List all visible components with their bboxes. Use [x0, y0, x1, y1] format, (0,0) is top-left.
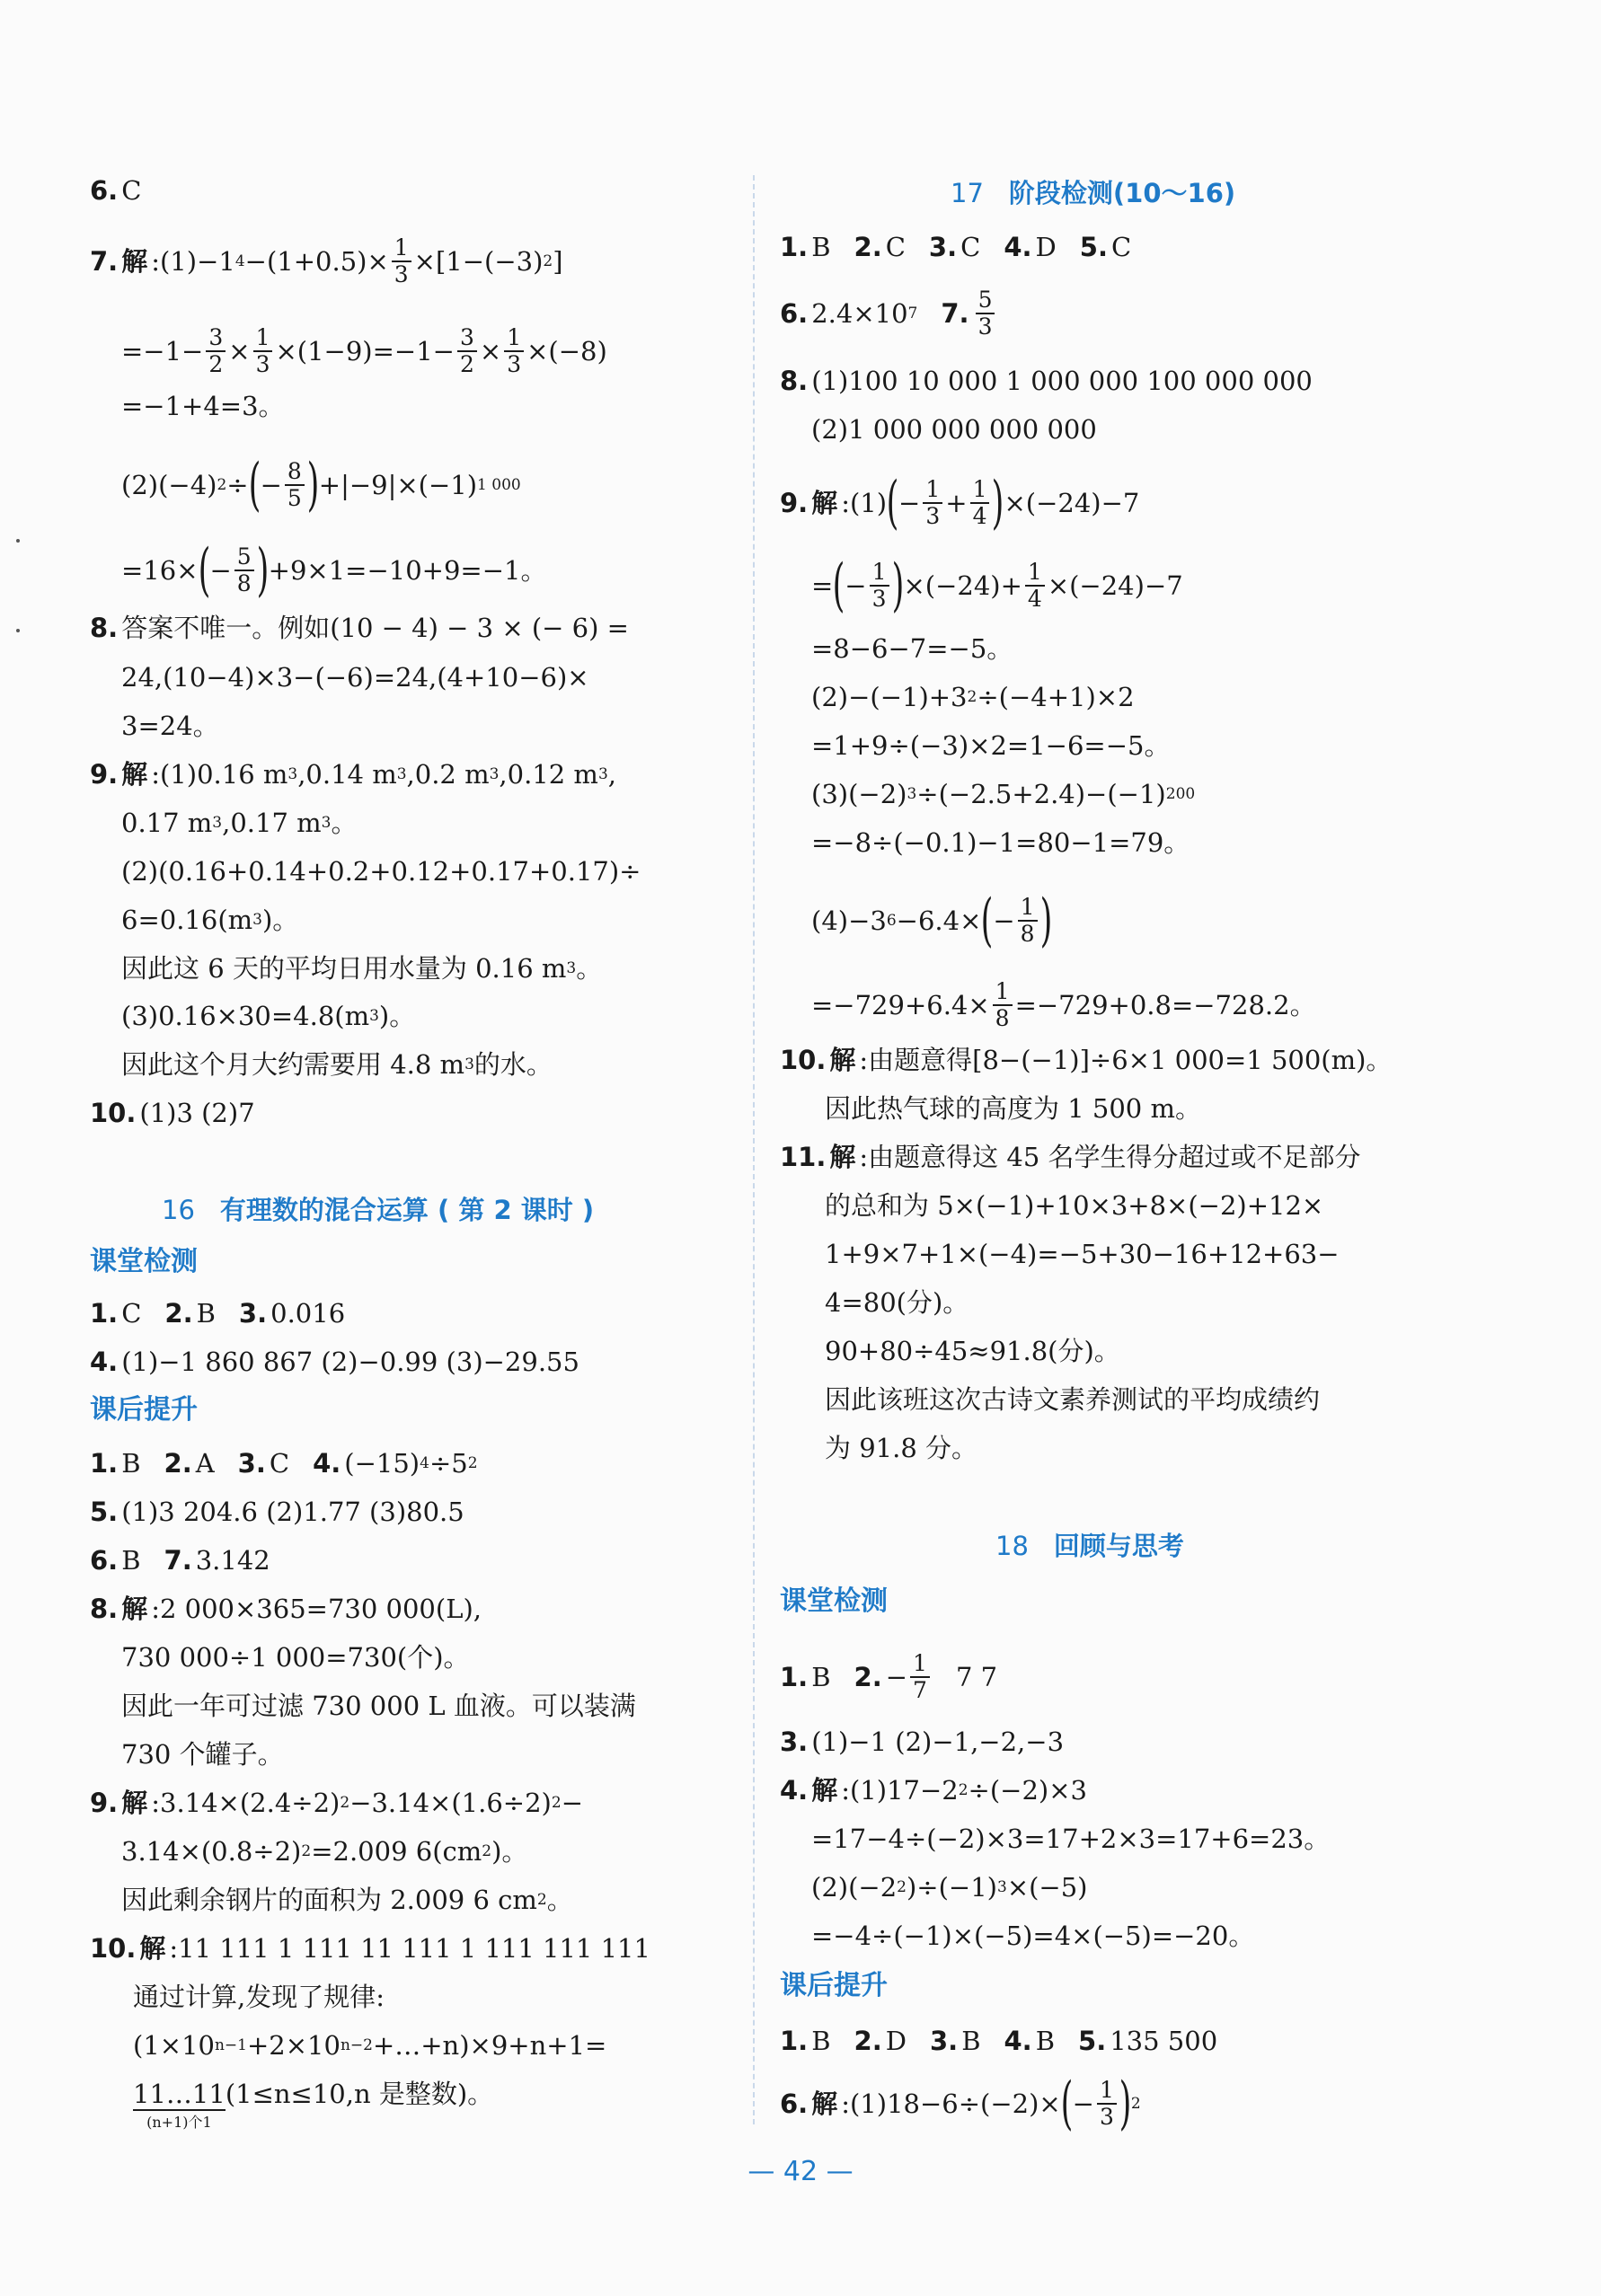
answer-9-line-3: =8−6−7=−5。: [811, 633, 1013, 664]
answer-9-line-2: 3.14×(0.8÷2) 2 =2.009 6(cm 2 )。: [121, 1836, 528, 1867]
subheading-after-class: 课后提升: [780, 1970, 888, 2001]
answer-8-line-3: 3=24。: [121, 711, 219, 741]
fraction: $\frac{1}{7}$: [910, 1651, 930, 1703]
answer-6-line-1: 6. 解 :(1)18−6÷(−2)× ( − $\frac{1}{3}$ ) 2: [780, 2071, 1141, 2137]
answer-4: 4. (1)−1 860 867 (2)−0.99 (3)−29.55: [90, 1347, 579, 1377]
answer-8-line-1: 8. 答案不唯一。例如(10 − 4) − 3 × (− 6) =: [90, 613, 629, 643]
answer-9-line-6: (3)(−2) 3 ÷(−2.5+2.4)−(−1) 200: [811, 779, 1196, 809]
answer-11-line-3: 1+9×7+1×(−4)=−5+30−16+12+63−: [825, 1239, 1340, 1269]
answer-9-line-2: 0.17 m 3 ,0.17 m 3 。: [121, 808, 358, 838]
answer-11-line-7: 为 91.8 分。: [825, 1433, 978, 1463]
answer-9-line-1: 9. 解 :(1)0.16 m 3 ,0.14 m 3 ,0.2 m 3 ,0.12 m 3 ,: [90, 759, 616, 790]
answer-11-line-4: 4=80(分)。: [825, 1287, 969, 1318]
answer-7-line-3: =−1+4=3。: [121, 391, 285, 421]
fraction: $\frac{1}{3}$: [1097, 2078, 1117, 2130]
answer-10-line-1: 10. 解 :由题意得[8−(−1)]÷6×1 000=1 500(m)。: [780, 1045, 1393, 1075]
answer-9-line-3: (2)(0.16+0.14+0.2+0.12+0.17+0.17)÷: [121, 856, 641, 887]
answer-6: 6. C: [90, 175, 142, 206]
fraction: $\frac{5}{3}$: [976, 287, 995, 340]
fraction: $\frac{1}{3}$: [870, 560, 889, 612]
fraction: $\frac{1}{3}$: [392, 235, 411, 287]
answer-7-line-2: =−1− $\frac{3}{2}$ × $\frac{1}{3}$ ×(1−9)=−1− $\frac{3}{2}$ × $\frac{1}{3}$ ×(−8): [121, 324, 607, 377]
subheading-classroom-check: 课堂检测: [90, 1246, 198, 1277]
answer-11-line-5: 90+80÷45≈91.8(分)。: [825, 1336, 1120, 1366]
answer-8-line-1: 8. (1)100 10 000 1 000 000 100 000 000: [780, 366, 1313, 396]
section-17-title: 17 阶段检测(10～16): [951, 178, 1236, 208]
fraction: $\frac{1}{4}$: [1025, 560, 1045, 612]
answer-10-line-2: 因此热气球的高度为 1 500 m。: [825, 1093, 1201, 1124]
answers-6-7: 6. 2.4×10 7 7. $\frac{5}{3}$: [780, 287, 997, 340]
answer-4-line-3: (2)(−2 2 )÷(−1) 3 ×(−5): [811, 1872, 1088, 1903]
answer-8-line-1: 8. 解 :2 000×365=730 000(L),: [90, 1594, 482, 1624]
answer-9-line-7: 因此这个月大约需要用 4.8 m 3 的水。: [121, 1049, 553, 1080]
answer-9-line-4: 6=0.16(m 3 )。: [121, 905, 299, 935]
fraction: $\frac{1}{3}$: [253, 325, 273, 377]
answer-8-line-2: 730 000÷1 000=730(个)。: [121, 1642, 470, 1673]
margin-dot: [16, 629, 20, 632]
answer-9-line-8: (4)−3 6 −6.4× ( − $\frac{1}{8}$ ): [811, 887, 1052, 954]
fraction: $\frac{1}{8}$: [1018, 895, 1038, 947]
answers-6-7: 6. B 7. 3.142: [90, 1545, 270, 1576]
answer-9-line-6: (3)0.16×30=4.8(m 3 )。: [121, 1001, 416, 1031]
answer-10-line-3: (1×10 n−1 +2×10 n−2 +…+n)×9+n+1=: [133, 2030, 607, 2061]
answer-11-line-1: 11. 解 :由题意得这 45 名学生得分超过或不足部分: [780, 1142, 1361, 1172]
answer-4-line-1: 4. 解 :(1)17−2 2 ÷(−2)×3: [780, 1775, 1087, 1806]
fraction: $\frac{1}{3}$: [504, 325, 524, 377]
answer-10-line-1: 10. 解 :11 111 1 111 11 111 1 111 111 111: [90, 1933, 650, 1964]
answer-10-line-2: 通过计算,发现了规律:: [133, 1982, 385, 2012]
answer-11-line-2: 的总和为 5×(−1)+10×3+8×(−2)+12×: [825, 1190, 1324, 1221]
answer-7-line-5: =16× ( − $\frac{5}{8}$ ) +9×1=−10+9=−1。: [121, 537, 547, 604]
answer-9-line-3: 因此剩余钢片的面积为 2.009 6 cm 2 。: [121, 1885, 573, 1915]
section-16-title: 16 有理数的混合运算 ( 第 2 课时 ): [162, 1195, 595, 1225]
fraction: $\frac{8}{5}$: [285, 459, 305, 511]
answer-10: 10. (1)3 (2)7: [90, 1098, 255, 1128]
underbrace: 11…11 (n+1)个1: [133, 2079, 226, 2131]
answer-11-line-6: 因此该班这次古诗文素养测试的平均成绩约: [825, 1384, 1321, 1415]
fraction: $\frac{1}{4}$: [970, 477, 990, 529]
subheading-after-class: 课后提升: [90, 1394, 198, 1426]
answers-1-2: 1. B 2. − $\frac{1}{7}$ 7 7: [780, 1650, 998, 1703]
fraction: $\frac{1}{8}$: [993, 979, 1013, 1031]
answer-8-line-4: 730 个罐子。: [121, 1739, 284, 1770]
answer-9-line-1: 9. 解 :(1) ( − $\frac{1}{3}$ + $\frac{1}{4}$ ) ×(−24)−7: [780, 470, 1140, 536]
answers-1-5: 1. B 2. D 3. B 4. B 5. 135 500: [780, 2026, 1218, 2056]
answer-10-line-4: 11…11 (n+1)个1 (1≤n≤10,n 是整数)。: [133, 2079, 494, 2131]
answer-4-line-2: =17−4÷(−2)×3=17+2×3=17+6=23。: [811, 1824, 1331, 1854]
fraction: $\frac{1}{3}$: [923, 477, 942, 529]
fraction: $\frac{3}{2}$: [206, 325, 226, 377]
answer-8-line-3: 因此一年可过滤 730 000 L 血液。可以装满: [121, 1691, 636, 1721]
answer-7-line-1: 7. 解 :(1)−1 4 −(1+0.5)× $\frac{1}{3}$ ×[1−(−3) 2 ]: [90, 234, 563, 287]
answer-9-line-2: = ( − $\frac{1}{3}$ ) ×(−24)+ $\frac{1}{4}$ ×(−24)−7: [811, 552, 1183, 619]
answer-7-line-4: (2)(−4) 2 ÷ ( − $\frac{8}{5}$ ) +|−9|×(−1) 1 000: [121, 452, 521, 518]
answer-5: 5. (1)3 204.6 (2)1.77 (3)80.5: [90, 1497, 464, 1527]
answer-3: 3. (1)−1 (2)−1,−2,−3: [780, 1726, 1065, 1757]
answer-8-line-2: 24,(10−4)×3−(−6)=24,(4+10−6)×: [121, 662, 589, 693]
column-divider: [753, 175, 755, 2124]
fraction: $\frac{5}{8}$: [234, 544, 254, 596]
answers-1-4: 1. B 2. A 3. C 4. (−15) 4 ÷5 2: [90, 1448, 478, 1479]
answer-8-line-2: (2)1 000 000 000 000: [811, 414, 1097, 445]
answer-9-line-5: =1+9÷(−3)×2=1−6=−5。: [811, 730, 1171, 761]
margin-dot: [16, 539, 20, 543]
fraction: $\frac{3}{2}$: [457, 325, 477, 377]
answer-4-line-4: =−4÷(−1)×(−5)=4×(−5)=−20。: [811, 1921, 1255, 1951]
answers-1-5: 1. B 2. C 3. C 4. D 5. C: [780, 232, 1132, 262]
section-18-title: 18 回顾与思考: [995, 1531, 1184, 1561]
answer-9-line-1: 9. 解 :3.14×(2.4÷2) 2 −3.14×(1.6÷2) 2 −: [90, 1788, 583, 1818]
answer-9-line-7: =−8÷(−0.1)−1=80−1=79。: [811, 827, 1190, 858]
answers-1-3: 1. C 2. B 3. 0.016: [90, 1298, 346, 1329]
answer-9-line-4: (2)−(−1)+3 2 ÷(−4+1)×2: [811, 682, 1135, 712]
answer-9-line-5: 因此这 6 天的平均日用水量为 0.16 m 3 。: [121, 953, 603, 984]
answer-9-line-9: =−729+6.4× $\frac{1}{8}$ =−729+0.8=−728.2。: [811, 978, 1316, 1031]
subheading-classroom-check: 课堂检测: [780, 1585, 888, 1617]
page-number: — 42 —: [747, 2156, 854, 2187]
